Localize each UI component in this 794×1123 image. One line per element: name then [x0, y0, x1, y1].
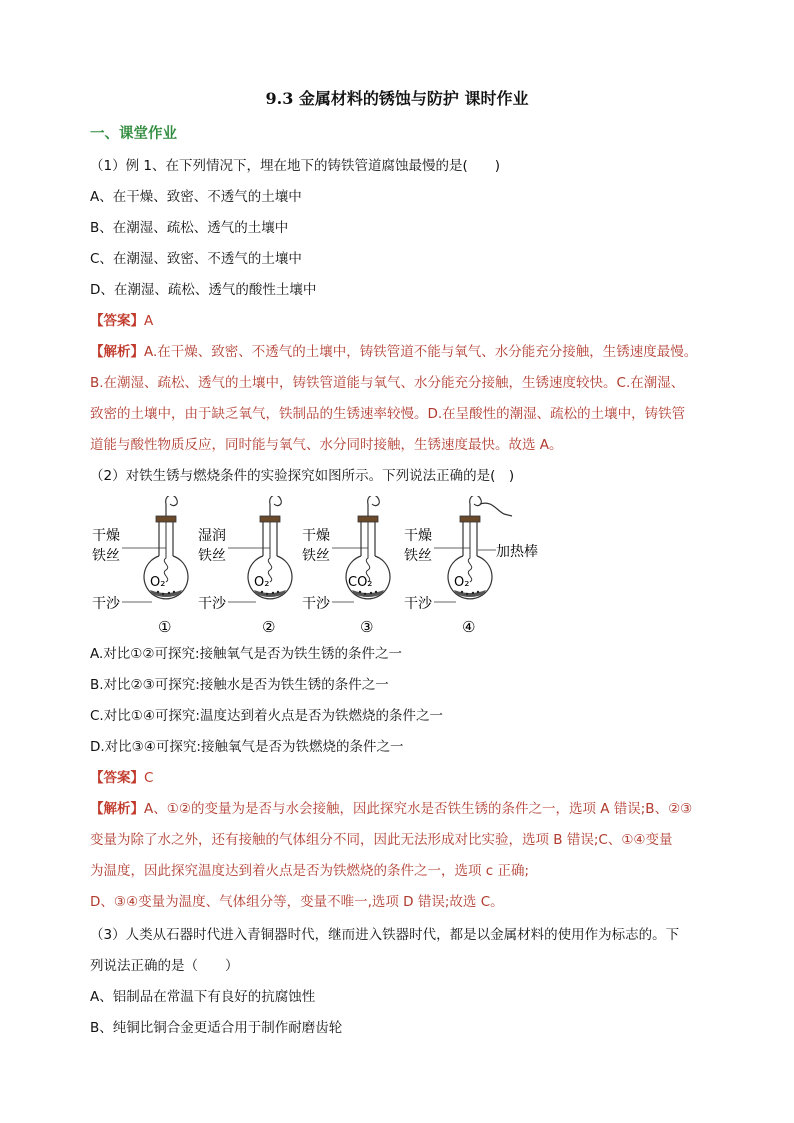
flask-1-label-mid: 铁丝 [92, 548, 120, 564]
page-title: 9.3 金属材料的锈蚀与防护 课时作业 [265, 89, 529, 108]
q2-answer [90, 768, 153, 788]
answer-tag: 【答案】 [90, 313, 144, 329]
flask-2-label-top: 湿润 [198, 528, 226, 544]
flask-2-label-bottom: 干沙 [198, 596, 226, 612]
analysis-tag: 【解析】 [90, 801, 144, 817]
flask-3-label-bottom: 干沙 [302, 596, 330, 612]
analysis-text: A、①②的变量为是否与水会接触，因此探究水是否铁生锈的条件之一，选项 A 错误;B、②③ [144, 801, 693, 817]
q2-analysis-line-3: 为温度，因此探究温度达到着火点是否为铁燃烧的条件之一，选项 c 正确; [90, 863, 530, 879]
q2-analysis-line-4: D、③④变量为温度、气体组分等，变量不唯一,选项 D 错误;故选 C。 [90, 894, 504, 910]
q1-analysis-line-2: B.在潮湿、疏松、透气的土壤中，铸铁管道能与氧气、水分能充分接触，生锈速度较快。C.在潮湿、 [90, 375, 685, 391]
answer-value: C [144, 770, 154, 786]
flask-4-gas: O₂ [454, 575, 470, 590]
flask-1-gas: O₂ [150, 575, 166, 590]
analysis-tag: 【解析】 [90, 344, 144, 360]
q1-option-b: B、在潮湿、疏松、透气的土壤中 [90, 220, 289, 236]
analysis-text: A.在干燥、致密、不透气的土壤中，铸铁管道不能与氧气、水分能充分接触，生锈速度最慢。 [144, 344, 698, 360]
answer-tag: 【答案】 [90, 770, 144, 786]
q2-analysis-line-1 [90, 799, 692, 819]
flask-2-number: ② [262, 618, 276, 636]
experiment-figure [92, 496, 562, 638]
section-heading: 一、课堂作业 [90, 126, 177, 142]
flask-4-label-mid: 铁丝 [404, 548, 432, 564]
flask-1-label-bottom: 干沙 [92, 596, 120, 612]
answer-value: A [144, 313, 154, 329]
q2-option-b: B.对比②③可探究:接触水是否为铁生锈的条件之一 [90, 677, 389, 693]
flask-2-gas: O₂ [254, 575, 270, 590]
q1-option-d: D、在潮湿、疏松、透气的酸性土壤中 [90, 282, 317, 298]
q3-stem-line-2: 列说法正确的是（ ） [90, 958, 239, 974]
flask-1-number: ① [158, 618, 172, 636]
q3-option-a: A、铝制品在常温下有良好的抗腐蚀性 [90, 989, 316, 1005]
q1-option-a: A、在干燥、致密、不透气的土壤中 [90, 189, 302, 205]
flask-4-label-top: 干燥 [404, 528, 432, 544]
q1-analysis-line-3: 致密的土壤中，由于缺乏氧气，铁制品的生锈速率较慢。D.在呈酸性的潮湿、疏松的土壤中，铸铁管 [90, 406, 686, 422]
flask-3-number: ③ [360, 618, 374, 636]
flask-1-label-top: 干燥 [92, 528, 120, 544]
flask-4-label-bottom: 干沙 [404, 596, 432, 612]
q1-stem: （1）例 1、在下列情况下，埋在地下的铸铁管道腐蚀最慢的是( ) [90, 158, 501, 174]
flask-4-number: ④ [462, 618, 476, 636]
heater-label: 加热棒 [496, 544, 538, 560]
heater-wire [480, 503, 512, 516]
q1-analysis-line-4: 道能与酸性物质反应，同时能与氧气、水分同时接触，生锈速度最快。故选 A。 [90, 437, 563, 453]
q2-option-a: A.对比①②可探究:接触氧气是否为铁生锈的条件之一 [90, 646, 403, 662]
q3-stem-line-1: （3）人类从石器时代进入青铜器时代，继而进入铁器时代，都是以金属材料的使用作为标志的。下 [90, 927, 680, 943]
q1-answer [90, 311, 153, 331]
q1-analysis-line-1 [90, 342, 697, 362]
flask-2-label-mid: 铁丝 [198, 548, 226, 564]
q2-stem: （2）对铁生锈与燃烧条件的实验探究如图所示。下列说法正确的是( ) [90, 468, 515, 484]
q1-option-c: C、在潮湿、致密、不透气的土壤中 [90, 251, 302, 267]
q2-option-c: C.对比①④可探究:温度达到着火点是否为铁燃烧的条件之一 [90, 708, 443, 724]
flask-3-label-mid: 铁丝 [302, 548, 330, 564]
flask-3-gas: CO₂ [348, 575, 373, 590]
q3-option-b: B、纯铜比铜合金更适合用于制作耐磨齿轮 [90, 1020, 343, 1036]
q2-analysis-line-2: 变量为除了水之外，还有接触的气体组分不同，因此无法形成对比实验，选项 B 错误;C、①④变量 [90, 832, 673, 848]
q2-option-d: D.对比③④可探究:接触氧气是否为铁燃烧的条件之一 [90, 739, 404, 755]
flask-3-label-top: 干燥 [302, 528, 330, 544]
